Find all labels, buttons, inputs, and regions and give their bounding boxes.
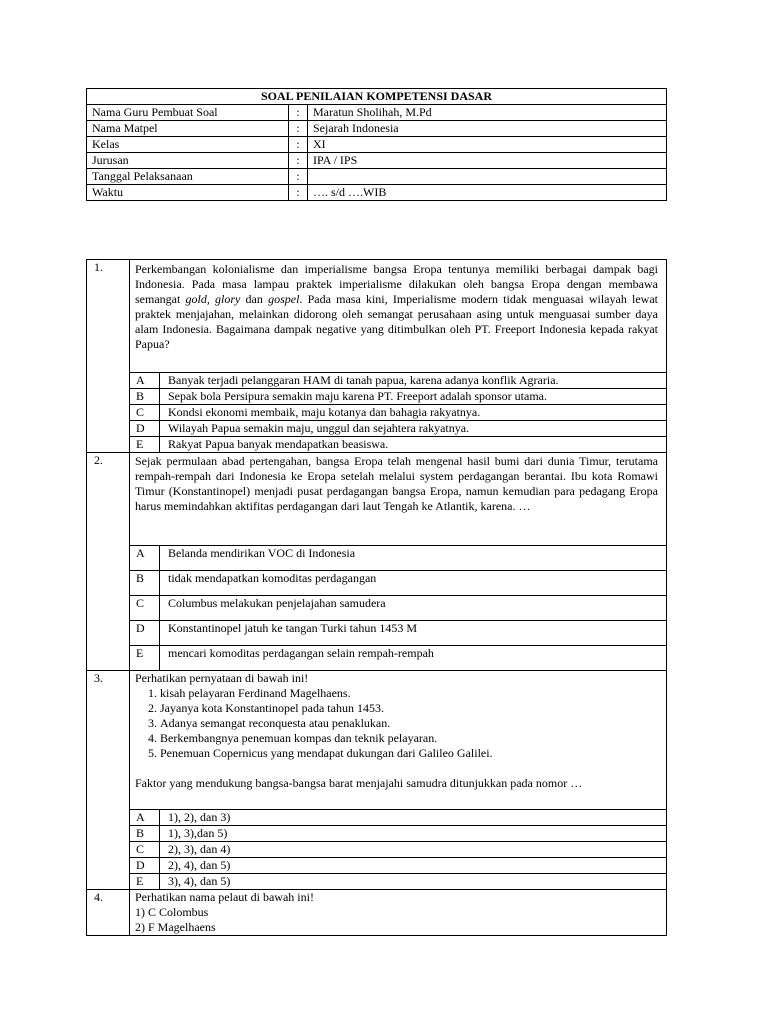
option-letter: C (130, 596, 160, 621)
header-colon: : (289, 185, 308, 201)
option-text: 1), 3),dan 5) (160, 826, 667, 842)
question-number: 1. (87, 260, 130, 453)
question-row (87, 890, 667, 936)
header-colon: : (289, 153, 308, 169)
option-text: 2), 4), dan 5) (160, 858, 667, 874)
option-text: Rakyat Papua banyak mendapatkan beasiswa. (160, 437, 667, 453)
option-row (87, 373, 667, 389)
option-row (87, 810, 667, 826)
header-colon: : (289, 105, 308, 121)
header-value: Maratun Sholihah, M.Pd (308, 105, 667, 121)
option-row (87, 437, 667, 453)
option-letter: C (130, 405, 160, 421)
option-row (87, 842, 667, 858)
header-value: XI (308, 137, 667, 153)
option-row (87, 421, 667, 437)
option-letter: B (130, 826, 160, 842)
question-text (130, 671, 667, 810)
header-row-class (87, 137, 667, 153)
option-letter: B (130, 389, 160, 405)
questions-table (86, 259, 667, 936)
header-row-date (87, 169, 667, 185)
option-letter: D (130, 858, 160, 874)
option-letter: E (130, 437, 160, 453)
header-value: …. s/d ….WIB (308, 185, 667, 201)
list-item: 1. kisah pelayaran Ferdinand Magelhaens. (160, 686, 658, 701)
header-value: IPA / IPS (308, 153, 667, 169)
emphasis-text: gold, glory (185, 292, 241, 306)
question-row (87, 453, 667, 546)
option-letter: E (130, 646, 160, 671)
option-text: Kondsi ekonomi membaik, maju kotanya dan bahagia rakyatnya. (160, 405, 667, 421)
option-row (87, 389, 667, 405)
header-row-major (87, 153, 667, 169)
list-item: 3. Adanya semangat reconquesta atau penaklukan. (160, 716, 658, 731)
option-row (87, 646, 667, 671)
option-text: Wilayah Papua semakin maju, unggul dan sejahtera rakyatnya. (160, 421, 667, 437)
header-colon: : (289, 137, 308, 153)
document-title: SOAL PENILAIAN KOMPETENSI DASAR (87, 89, 667, 105)
question-number: 3. (87, 671, 130, 890)
option-text: 1), 2), dan 3) (160, 810, 667, 826)
option-text: mencari komoditas perdagangan selain rempah-rempah (160, 646, 667, 671)
option-text: 2), 3), dan 4) (160, 842, 667, 858)
emphasis-text: gospel (268, 292, 300, 306)
option-letter: C (130, 842, 160, 858)
option-row (87, 405, 667, 421)
option-letter: A (130, 810, 160, 826)
option-letter: A (130, 546, 160, 571)
header-value: Sejarah Indonesia (308, 121, 667, 137)
header-value (308, 169, 667, 185)
list-item: 4. Berkembangnya penemuan kompas dan teknik pelayaran. (160, 731, 658, 746)
question-number: 4. (87, 890, 130, 936)
option-row (87, 546, 667, 571)
option-row (87, 874, 667, 890)
header-label: Kelas (87, 137, 289, 153)
option-row (87, 571, 667, 596)
statement-list (135, 686, 658, 761)
header-label: Waktu (87, 185, 289, 201)
option-letter: A (130, 373, 160, 389)
header-label: Nama Guru Pembuat Soal (87, 105, 289, 121)
header-row-teacher (87, 105, 667, 121)
option-row (87, 621, 667, 646)
list-item: 2) F Magelhaens (135, 920, 216, 934)
question-intro: Perhatikan pernyataan di bawah ini! (135, 671, 309, 685)
option-text: 3), 4), dan 5) (160, 874, 667, 890)
option-row (87, 596, 667, 621)
list-item: 1) C Colombus (135, 905, 209, 919)
question-text: Perkembangan kolonialisme dan imperialisme bangsa Eropa tentunya memiliki berbagai dampak bagi Indonesia. Pada masa lampau praktek imperialisme dilakukan oleh bangsa Eropa dengan membawa semangat gold, glory dan gospel. Pada masa kini, Imperialisme modern tidak menguasai wilayah lewat praktek menjajahan, melainkan didorong oleh semangat perusahaan asing untuk menguasai sumber daya alam Indonesia. Bagaimana dampak negative yang ditimbulkan oleh PT. Freeport Indonesia kepada rakyat Papua? (130, 260, 667, 373)
option-row (87, 826, 667, 842)
header-label: Nama Matpel (87, 121, 289, 137)
list-item: 5. Penemuan Copernicus yang mendapat dukungan dari Galileo Galilei. (160, 746, 658, 761)
option-text: Columbus melakukan penjelajahan samudera (160, 596, 667, 621)
header-row-time (87, 185, 667, 201)
list-item: 2. Jayanya kota Konstantinopel pada tahun 1453. (160, 701, 658, 716)
option-text: Banyak terjadi pelanggaran HAM di tanah papua, karena adanya konflik Agraria. (160, 373, 667, 389)
question-number: 2. (87, 453, 130, 671)
option-text: tidak mendapatkan komoditas perdagangan (160, 571, 667, 596)
question-row (87, 671, 667, 810)
option-row (87, 858, 667, 874)
header-row-subject (87, 121, 667, 137)
option-letter: D (130, 421, 160, 437)
option-letter: B (130, 571, 160, 596)
header-colon: : (289, 169, 308, 185)
option-text: Konstantinopel jatuh ke tangan Turki tahun 1453 M (160, 621, 667, 646)
question-text (130, 890, 667, 936)
option-text: Sepak bola Persipura semakin maju karena PT. Freeport adalah sponsor utama. (160, 389, 667, 405)
question-intro: Perhatikan nama pelaut di bawah ini! (135, 890, 314, 904)
question-prompt: Faktor yang mendukung bangsa-bangsa barat menjajahi samudra ditunjukkan pada nomor … (135, 776, 583, 790)
question-row (87, 260, 667, 373)
header-label: Tanggal Pelaksanaan (87, 169, 289, 185)
option-letter: E (130, 874, 160, 890)
header-colon: : (289, 121, 308, 137)
option-text: Belanda mendirikan VOC di Indonesia (160, 546, 667, 571)
header-table (86, 88, 667, 201)
question-text: Sejak permulaan abad pertengahan, bangsa Eropa telah mengenal hasil bumi dari dunia Timur, terutama rempah-rempah dari Indonesia ke Eropa setelah melalui system perdagangan berantai. Ibu kota Romawi Timur (Konstantinopel) menjadi pusat perdagangan bangsa Eropa, namun kemudian para pedagang Eropa harus memindahkan aktifitas perdagangan dari laut Tengah ke Atlantik, karena. … (130, 453, 667, 546)
option-letter: D (130, 621, 160, 646)
header-label: Jurusan (87, 153, 289, 169)
